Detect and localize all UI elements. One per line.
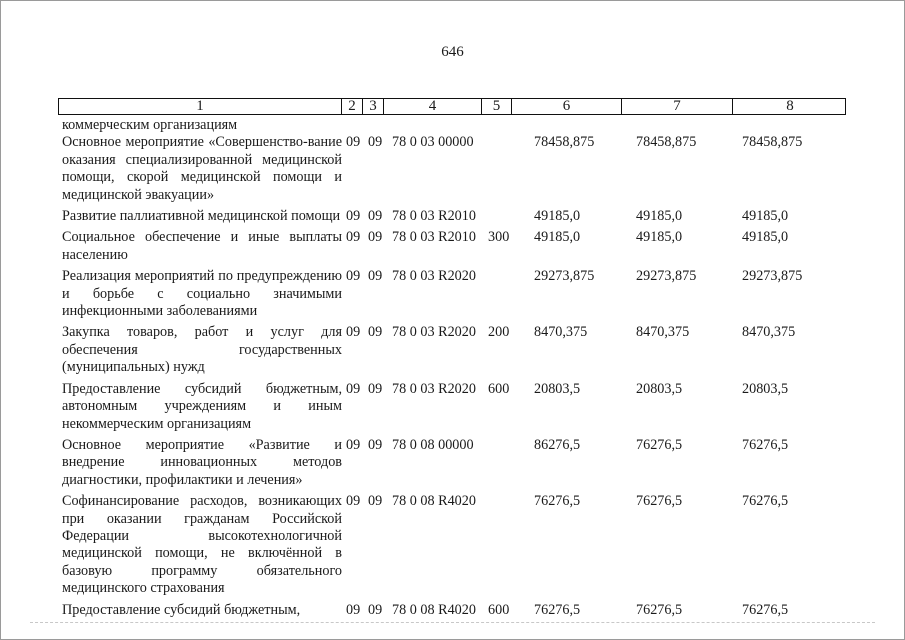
row-col-2: 09	[346, 229, 361, 246]
row-col-3: 09	[368, 134, 383, 151]
row-col-2	[342, 117, 362, 134]
row-value-8: 20803,5	[742, 380, 789, 397]
row-type	[486, 208, 516, 225]
table-row	[62, 437, 852, 489]
row-value-7: 76276,5	[636, 493, 683, 510]
header-col-5: 5	[481, 99, 511, 114]
row-col-3: 09	[368, 268, 383, 285]
header-col-3: 3	[362, 99, 383, 114]
row-type: 600	[488, 380, 510, 397]
row-name: Развитие паллиативной медицинской помощи	[62, 208, 341, 225]
row-value-6: 78458,875	[534, 134, 595, 151]
header-col-1: 1	[196, 98, 204, 114]
row-value-8: 8470,375	[742, 324, 796, 341]
row-col-3: 09	[368, 324, 383, 341]
table-row	[62, 324, 852, 376]
row-col-3: 09	[368, 380, 383, 397]
row-value-8: 29273,875	[742, 268, 803, 285]
row-col-3: 09	[368, 436, 383, 453]
table-row	[62, 134, 852, 204]
row-value-7: 49185,0	[636, 208, 683, 225]
row-value-6: 86276,5	[534, 436, 581, 453]
row-name: Закупка товаров, работ и услуг для обеспечения государственных (муниципальных) нужд	[62, 324, 342, 376]
row-code: 78 0 03 R2020	[392, 268, 476, 285]
row-col-3: 09	[368, 229, 383, 246]
row-value-6: 49185,0	[534, 229, 581, 246]
row-col-2: 09	[346, 493, 361, 510]
row-value-6: 49185,0	[534, 208, 581, 225]
row-col-3: 09	[368, 493, 383, 510]
header-col-8: 8	[732, 99, 847, 114]
row-code: 78 0 08 R4020	[392, 601, 476, 618]
table-row	[62, 381, 852, 433]
table-row	[62, 268, 852, 320]
row-col-3: 09	[368, 208, 383, 225]
row-value-6: 20803,5	[534, 380, 581, 397]
row-value-7: 8470,375	[636, 324, 690, 341]
header-col-2: 2	[341, 99, 362, 114]
row-value-8: 78458,875	[742, 134, 803, 151]
row-code: 78 0 03 R2010	[392, 208, 476, 225]
row-col-2: 09	[346, 324, 361, 341]
header-col-4: 4	[383, 99, 481, 114]
table-body	[62, 117, 852, 619]
row-value-7: 20803,5	[636, 380, 683, 397]
row-value-7: 29273,875	[636, 268, 697, 285]
row-name: Реализация мероприятий по предупреждению и борьбе с социально значимыми инфекционными заболеваниями	[62, 268, 342, 320]
row-name: Социальное обеспечение и иные выплаты населению	[62, 229, 342, 263]
table-row	[62, 602, 852, 619]
row-code: 78 0 08 R4020	[392, 493, 476, 510]
page-number: 646	[441, 44, 464, 60]
row-type	[486, 134, 516, 204]
table-header	[58, 98, 846, 115]
row-value-7: 49185,0	[636, 229, 683, 246]
row-col-3: 09	[368, 601, 383, 618]
header-col-7: 7	[621, 99, 732, 114]
row-col-2: 09	[346, 601, 361, 618]
row-value-7: 76276,5	[636, 436, 683, 453]
table-row	[62, 117, 852, 134]
row-name: Основное мероприятие «Совершенство-вание оказания специализированной медицинской помощи, скорой медицинской помощи и медицинской эвакуации»	[62, 134, 342, 203]
row-name: Софинансирование расходов, возникающих при оказании гражданам Российской Федерации высокотехнологичной медицинской помощи, не включённой в базовую программу обязательного медицинского страхования	[62, 493, 342, 597]
table-row	[62, 208, 852, 225]
row-type: 300	[488, 229, 510, 246]
row-code: 78 0 03 R2010	[392, 229, 476, 246]
row-type: 600	[488, 601, 510, 618]
row-name: Предоставление субсидий бюджетным, автономным учреждениям и иным некоммерческим организациям	[62, 380, 342, 432]
row-col-2: 09	[346, 208, 361, 225]
row-col-2: 09	[346, 436, 361, 453]
row-code	[384, 117, 486, 134]
row-name: коммерческим организациям	[62, 117, 238, 133]
row-code: 78 0 03 00000	[392, 134, 474, 151]
row-value-6: 29273,875	[534, 268, 595, 285]
row-value-8: 76276,5	[742, 493, 789, 510]
row-value-8: 76276,5	[742, 601, 789, 618]
table-row	[62, 493, 852, 597]
scan-edge-line	[30, 622, 875, 623]
row-code: 78 0 03 R2020	[392, 324, 476, 341]
row-name: Основное мероприятие «Развитие и внедрение инновационных методов диагностики, профилактики и лечения»	[62, 436, 342, 488]
row-value-8: 49185,0	[742, 229, 789, 246]
row-value-6: 76276,5	[534, 493, 581, 510]
row-value-8: 49185,0	[742, 208, 789, 225]
row-type	[486, 268, 516, 320]
row-value-8: 76276,5	[742, 436, 789, 453]
row-value-7	[624, 117, 732, 134]
row-col-3	[362, 117, 384, 134]
row-col-2: 09	[346, 134, 361, 151]
row-value-7: 78458,875	[636, 134, 697, 151]
row-value-6	[516, 117, 624, 134]
header-col-6: 6	[511, 99, 621, 114]
row-code: 78 0 08 00000	[392, 436, 474, 453]
row-name: Предоставление субсидий бюджетным,	[62, 601, 301, 618]
row-type: 200	[488, 324, 510, 341]
row-type	[486, 493, 516, 597]
table-row	[62, 229, 852, 264]
row-type	[486, 437, 516, 489]
row-value-8	[732, 117, 840, 134]
row-col-2: 09	[346, 268, 361, 285]
row-value-6: 8470,375	[534, 324, 588, 341]
row-type	[486, 117, 516, 134]
row-value-7: 76276,5	[636, 601, 683, 618]
row-col-2: 09	[346, 380, 361, 397]
row-code: 78 0 03 R2020	[392, 380, 476, 397]
row-value-6: 76276,5	[534, 601, 581, 618]
